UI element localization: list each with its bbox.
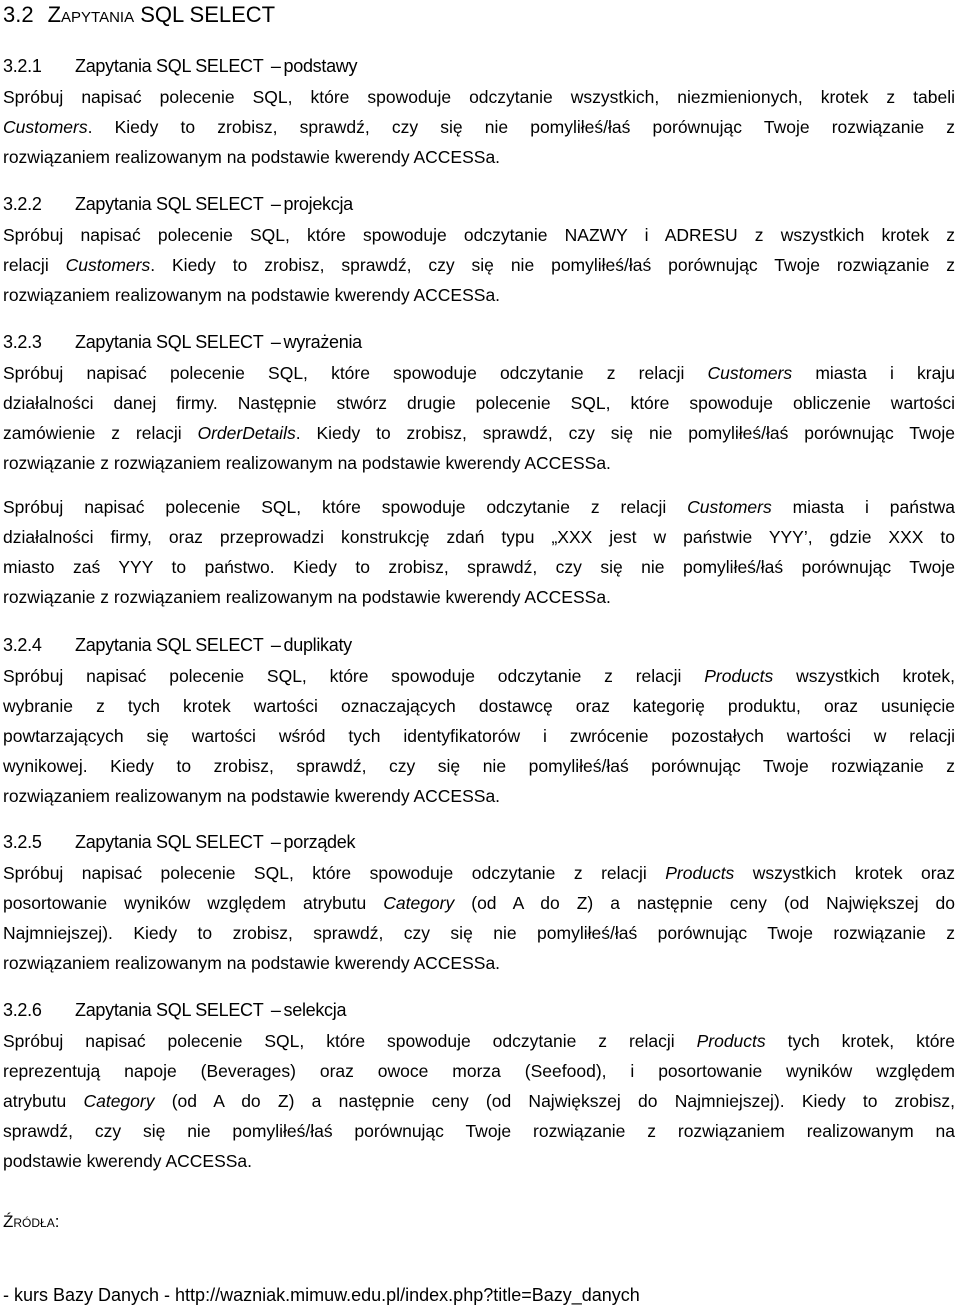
text-line xyxy=(3,142,955,172)
text-line xyxy=(3,552,955,582)
text-run: działalności firmy, oraz przeprowadzi konstrukcję zdań typu „XXX jest w państwie YYY’, gdzie XXX to xyxy=(3,527,955,547)
text-run: rozwiązanie z rozwiązaniem realizowanym na podstawie kwerendy ACCESSa. xyxy=(3,587,611,607)
section-number: 3.2 xyxy=(3,2,34,27)
text-run: . Kiedy to zrobisz, sprawdź, czy się nie pomyliłeś/łaś porównując Twoje rozwiązanie z xyxy=(150,255,955,275)
text-line xyxy=(3,418,955,448)
subsection-heading xyxy=(3,194,353,215)
subsection-heading xyxy=(3,332,362,353)
subsection-topic: wyrażenia xyxy=(283,332,362,352)
text-line xyxy=(3,280,955,310)
subsection-title: Zapytania SQL SELECT xyxy=(75,56,264,76)
text-line xyxy=(3,448,955,478)
text-run: miasta i państwa xyxy=(771,497,955,517)
text-line xyxy=(3,1116,955,1146)
subsection-number: 3.2.1 xyxy=(3,56,42,76)
paragraph xyxy=(3,661,955,811)
text-run: Spróbuj napisać polecenie SQL, które spowoduje odczytanie NAZWY i ADRESU z wszystkich krotek z xyxy=(3,225,955,245)
text-run: atrybutu xyxy=(3,1091,84,1111)
text-run: Spróbuj napisać polecenie SQL, które spowoduje odczytanie z relacji xyxy=(3,363,708,383)
italic-term: Customers xyxy=(65,255,151,275)
text-line xyxy=(3,661,955,691)
section-title: Zapytania SQL SELECT xyxy=(47,2,276,27)
text-run: Spróbuj napisać polecenie SQL, które spowoduje odczytanie z relacji xyxy=(3,666,705,686)
text-run: rozwiązaniem realizowanym na podstawie kwerendy ACCESSa. xyxy=(3,147,501,167)
text-line xyxy=(3,522,955,552)
subsection-number: 3.2.5 xyxy=(3,832,42,852)
subsection-number: 3.2.3 xyxy=(3,332,42,352)
subsection-dash: – xyxy=(270,1000,281,1020)
text-line xyxy=(3,220,955,250)
italic-term: Customers xyxy=(687,497,772,517)
subsection-topic: porządek xyxy=(283,832,356,852)
subsection-topic: podstawy xyxy=(283,56,358,76)
italic-term: Customers xyxy=(3,117,88,137)
subsection-number: 3.2.4 xyxy=(3,635,42,655)
subsection-heading xyxy=(3,832,355,853)
text-run: rozwiązaniem realizowanym na podstawie kwerendy ACCESSa. xyxy=(3,953,501,973)
italic-term: OrderDetails xyxy=(197,423,296,443)
subsection-title: Zapytania SQL SELECT xyxy=(75,832,264,852)
subsection-dash: – xyxy=(270,56,281,76)
text-line xyxy=(3,250,955,280)
subsection-dash: – xyxy=(270,332,281,352)
subsection-number: 3.2.2 xyxy=(3,194,42,214)
text-run: relacji xyxy=(3,255,66,275)
text-line xyxy=(3,751,955,781)
text-line xyxy=(3,112,955,142)
text-run: podstawie kwerendy ACCESSa. xyxy=(3,1151,253,1171)
text-run: rozwiązaniem realizowanym na podstawie kwerendy ACCESSa. xyxy=(3,786,501,806)
subsection-title: Zapytania SQL SELECT xyxy=(75,1000,264,1020)
text-line xyxy=(3,492,955,522)
subsection-dash: – xyxy=(270,832,281,852)
text-run: tych krotek, które xyxy=(765,1031,955,1051)
subsection-dash: – xyxy=(270,635,281,655)
text-line xyxy=(3,388,955,418)
text-run: wynikowej. Kiedy to zrobisz, sprawdź, czy się nie pomyliłeś/łaś porównując Twoje rozwiązanie z xyxy=(3,756,955,776)
subsection-title: Zapytania SQL SELECT xyxy=(75,332,264,352)
text-line xyxy=(3,721,955,751)
italic-term: Category xyxy=(383,893,455,913)
text-run: Spróbuj napisać polecenie SQL, które spowoduje odczytanie z relacji xyxy=(3,1031,697,1051)
section-heading xyxy=(3,2,275,28)
text-run: Spróbuj napisać polecenie SQL, które spowoduje odczytanie wszystkich, niezmienionych, krotek z tabeli xyxy=(3,87,955,107)
paragraph xyxy=(3,220,955,310)
text-line xyxy=(3,1026,955,1056)
text-run: . Kiedy to zrobisz, sprawdź, czy się nie pomyliłeś/łaś porównując Twoje xyxy=(295,423,955,443)
paragraph xyxy=(3,1026,955,1176)
text-run: wszystkich krotek oraz xyxy=(734,863,955,883)
text-line xyxy=(3,888,955,918)
text-run: powtarzających się wartości wśród tych identyfikatorów i zwrócenie pozostałych wartości w relacji xyxy=(3,726,955,746)
text-run: miasto zaś YYY to państwo. Kiedy to zrobisz, sprawdź, czy się nie pomyliłeś/łaś porównując Twoje xyxy=(3,557,955,577)
text-run: zamówienie z relacji xyxy=(3,423,198,443)
text-run: Najmniejszej). Kiedy to zrobisz, sprawdź, czy się nie pomyliłeś/łaś porównując Twoje rozwiązanie z xyxy=(3,923,955,943)
text-run: Spróbuj napisać polecenie SQL, które spowoduje odczytanie z relacji xyxy=(3,863,666,883)
text-run: wszystkich krotek, xyxy=(773,666,955,686)
italic-term: Products xyxy=(696,1031,766,1051)
paragraph xyxy=(3,358,955,478)
text-run: Spróbuj napisać polecenie SQL, które spowoduje odczytanie z relacji xyxy=(3,497,688,517)
text-run: sprawdź, czy się nie pomyliłeś/łaś porównując Twoje rozwiązanie z rozwiązaniem realizowanym na xyxy=(3,1121,955,1141)
source-item: - kurs Bazy Danych - http://wazniak.mimuw.edu.pl/index.php?title=Bazy_danych xyxy=(3,1285,640,1305)
text-run: rozwiązanie z rozwiązaniem realizowanym na podstawie kwerendy ACCESSa. xyxy=(3,453,611,473)
text-line xyxy=(3,1056,955,1086)
text-line xyxy=(3,82,955,112)
text-run: (od A do Z) a następnie ceny (od Największej do xyxy=(454,893,955,913)
text-run: rozwiązaniem realizowanym na podstawie kwerendy ACCESSa. xyxy=(3,285,501,305)
text-run: miasta i kraju xyxy=(792,363,955,383)
italic-term: Products xyxy=(665,863,735,883)
text-line xyxy=(3,948,955,978)
subsection-dash: – xyxy=(270,194,281,214)
paragraph xyxy=(3,492,955,612)
subsection-heading xyxy=(3,635,352,656)
subsection-number: 3.2.6 xyxy=(3,1000,42,1020)
subsection-heading xyxy=(3,56,357,77)
italic-term: Products xyxy=(704,666,774,686)
paragraph xyxy=(3,858,955,978)
text-run: (od A do Z) a następnie ceny (od Największej do Najmniejszej). Kiedy to zrobisz, xyxy=(154,1091,955,1111)
text-run: wybranie z tych krotek wartości oznaczających dostawcę oraz kategorię produktu, oraz usunięcie xyxy=(3,696,955,716)
text-line xyxy=(3,582,955,612)
subsection-topic: projekcja xyxy=(283,194,353,214)
text-run: posortowanie wyników względem atrybutu xyxy=(3,893,384,913)
text-line xyxy=(3,858,955,888)
text-line xyxy=(3,358,955,388)
text-line xyxy=(3,781,955,811)
subsection-title: Zapytania SQL SELECT xyxy=(75,635,264,655)
subsection-topic: duplikaty xyxy=(283,635,352,655)
text-run: reprezentują napoje (Beverages) oraz owoce morza (Seefood), i posortowanie wyników względem xyxy=(3,1061,955,1081)
text-run: działalności danej firmy. Następnie stwórz drugie polecenie SQL, które spowoduje obliczenie wartości xyxy=(3,393,955,413)
subsection-title: Zapytania SQL SELECT xyxy=(75,194,264,214)
sources-heading: Źródła: xyxy=(3,1212,60,1231)
italic-term: Customers xyxy=(707,363,793,383)
text-run: . Kiedy to zrobisz, sprawdź, czy się nie pomyliłeś/łaś porównując Twoje rozwiązanie z xyxy=(87,117,955,137)
text-line xyxy=(3,1086,955,1116)
text-line xyxy=(3,691,955,721)
text-line xyxy=(3,918,955,948)
paragraph xyxy=(3,82,955,172)
text-line xyxy=(3,1146,955,1176)
subsection-heading xyxy=(3,1000,346,1021)
subsection-topic: selekcja xyxy=(283,1000,347,1020)
italic-term: Category xyxy=(83,1091,155,1111)
